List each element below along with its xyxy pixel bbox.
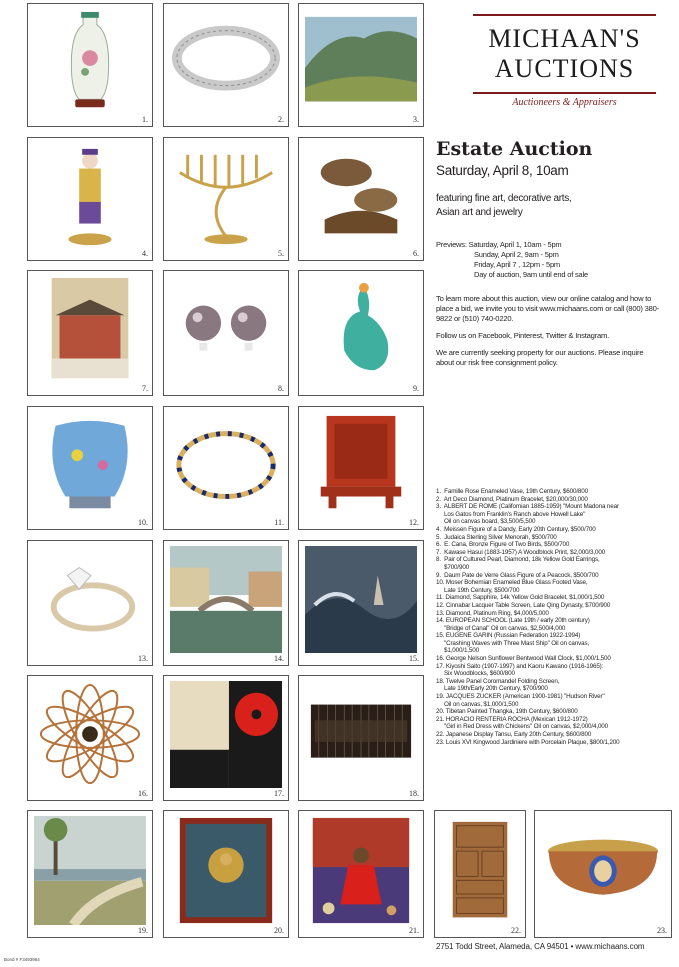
michaans-logo[interactable] [473,14,656,108]
lot-number: 14. [274,654,284,663]
hudson-river-painting-image [34,816,146,925]
bond-code: Bond # F3493964 [4,957,40,962]
lot-list-item: Oil on canvas, $1,000/1,500 [436,700,519,708]
glass-peacock-image [305,276,417,383]
lot-number: 1. [142,115,148,124]
lot-list-item: Oil on canvas board, $3,500/5,500 [436,518,536,526]
bronze-birds-image [305,143,417,248]
lot-number: 22. [511,926,521,935]
preview-time-1: Saturday, April 1, 10am - 5pm [468,240,562,249]
diamond-ring-image [34,546,146,653]
lot-tile-18[interactable] [298,675,424,801]
lot-tile-6[interactable] [298,137,424,261]
lot-number: 6. [413,249,419,258]
lot-tile-13[interactable] [27,540,153,666]
auction-info [436,294,661,375]
sapphire-bracelet-image [170,412,282,517]
logo-name-line2: AUCTIONS [494,54,635,83]
preview-time-4: Day of auction, 9am until end of sale [474,270,588,279]
logo-name-line1: MICHAAN'S [488,24,641,53]
lot-list-item: 5. Judaica Sterling Silver Menorah, $500/700 [436,533,557,541]
lot-list-item: 3. ALBERT DE ROME (Californian 1885-1959) "Mount Madona near [436,503,619,511]
previews-schedule [436,240,588,280]
lot-tile-11[interactable] [163,406,289,530]
japanese-tansu-image [441,816,519,924]
lot-list-item: 12. Cinnabar Lacquer Table Screen, Late Qing Dynasty, $700/900 [436,601,611,609]
coromandel-screen-image [305,681,417,788]
lot-tile-22[interactable] [434,810,526,938]
lot-list-item: Six Woodblocks, $600/800 [436,670,515,678]
lot-list-item: 20. Tibetan Painted Thangka, 19th Century, $600/800 [436,708,578,716]
logo-tagline: Auctioneers & Appraisers [512,97,617,108]
lot-tile-23[interactable] [534,810,672,938]
lot-list-item: $700/900 [436,563,470,571]
lot-number: 11. [274,518,284,527]
lot-number: 7. [142,384,148,393]
lot-number: 2. [278,115,284,124]
lot-tile-19[interactable] [27,810,153,938]
pearl-earrings-image [170,276,282,383]
lot-list-item: 6. E. Cana, Bronze Figure of Two Birds, $500/700 [436,541,570,549]
moser-glass-vase-image [34,412,146,517]
lot-number: 4. [142,249,148,258]
featuring-line-2: Asian art and jewelry [436,207,523,218]
featuring-text [436,192,571,220]
lot-tile-9[interactable] [298,270,424,396]
lot-number: 18. [409,789,419,798]
lot-list-item: Late 19th Century, $500/700 [436,586,520,594]
lot-list-item: $1,000/1,500 [436,647,479,655]
learn-more-text: To learn more about this auction, view our online catalog and how to place a bid, we invite you to visit www.michaans.com or call (800) 380-9822 or (510) 740-0220. [436,294,659,323]
lot-number: 19. [138,926,148,935]
lot-number: 5. [278,249,284,258]
lot-list [436,488,668,746]
lot-list-item: 15. EUGENE GARIN (Russian Federation 1922-1994) [436,632,581,640]
lot-number: 23. [657,926,667,935]
lot-tile-12[interactable] [298,406,424,530]
lot-list-item: 17. Kiyoshi Saito (1907-1997) and Kaoru Kawano (1916-1965): [436,662,604,670]
lot-tile-20[interactable] [163,810,289,938]
lot-list-item: 7. Kawase Hasui (1883-1957) A Woodblock Print, $2,000/3,000 [436,548,606,556]
lot-tile-17[interactable] [163,675,289,801]
lot-number: 12. [409,518,419,527]
address-footer[interactable]: 2751 Todd Street, Alameda, CA 94501 • www.michaans.com [436,942,645,951]
lot-list-item: 11. Diamond, Sapphire, 14k Yellow Gold Bracelet, $1,000/1,500 [436,594,605,602]
auction-date: Saturday, April 8, 10am [436,163,569,178]
preview-time-2: Sunday, April 2, 9am - 5pm [474,250,559,259]
previews-label: Previews: [436,240,467,249]
cinnabar-screen-image [305,412,417,517]
lot-list-item: 18. Twelve Panel Coromandel Folding Screen, [436,677,560,685]
lot-tile-8[interactable] [163,270,289,396]
lot-tile-10[interactable] [27,406,153,530]
lot-list-item: Late 19th/Early 20th Century, $700/900 [436,685,548,693]
crashing-waves-painting-image [305,546,417,653]
lot-list-item: 8. Pair of Cultured Pearl, Diamond, 18k Yellow Gold Earrings, [436,556,600,564]
lot-list-item: "Bridge of Canal" Oil on canvas, $2,500/4,000 [436,624,566,632]
logo-top-rule [473,14,656,16]
preview-time-3: Friday, April 7 , 12pm - 5pm [474,260,560,269]
woodblock-print-image [34,276,146,383]
lot-list-item: 23. Louis XVI Kingwood Jardiniere with Porcelain Plaque, $800/1,200 [436,738,620,746]
featuring-line-1: featuring fine art, decorative arts, [436,193,572,204]
woodblocks-image [170,681,282,788]
page-title: Estate Auction [436,138,593,160]
lot-number: 8. [278,384,284,393]
lot-tile-3[interactable] [298,3,424,127]
platinum-bracelet-image [170,9,282,114]
lot-list-item: 10. Moser Bohemian Enameled Blue Glass Footed Vase, [436,579,588,587]
canal-bridge-painting-image [170,546,282,653]
lot-number: 21. [409,926,419,935]
girl-red-dress-painting-image [305,816,417,925]
lot-list-item: 1. Famille Rose Enameled Vase, 19th Century, $600/800 [436,488,588,495]
lot-list-item: 4. Meissen Figure of a Dandy, Early 20th Century, $500/700 [436,525,596,533]
lot-list-item: 13. Diamond, Platinum Ring, $4,000/5,000 [436,609,549,617]
lot-list-item: 2. Art Deco Diamond, Platinum Bracelet, $20,000/30,000 [436,495,588,503]
lot-tile-5[interactable] [163,137,289,261]
logo-bottom-rule [473,92,656,94]
lot-tile-21[interactable] [298,810,424,938]
lot-list-item: 19. JACQUES ZUCKER (American 1900-1981) "Hudson River" [436,693,605,701]
lot-tile-7[interactable] [27,270,153,396]
silver-menorah-image [170,143,282,248]
lot-list-item: "Girl in Red Dress with Chickens" Oil on canvas, $2,000/4,000 [436,723,609,731]
lot-number: 13. [138,654,148,663]
lot-list-item: 21. HORACIO RENTERIA ROCHA (Mexican 1912-1972) [436,715,588,723]
lot-tile-1[interactable] [27,3,153,127]
lot-number: 3. [413,115,419,124]
lot-number: 15. [409,654,419,663]
lot-tile-16[interactable] [27,675,153,801]
lot-number: 10. [138,518,148,527]
lot-tile-2[interactable] [163,3,289,127]
lot-list-item: 9. Daum Pate de Verre Glass Figure of a Peacock, $500/700 [436,571,599,579]
lot-tile-14[interactable] [163,540,289,666]
lot-number: 9. [413,384,419,393]
sunflower-clock-image [34,681,146,788]
lot-list-item: 14. EUROPEAN SCHOOL (Late 19th / early 20th century) [436,617,590,625]
lot-list-item: "Crashing Waves with Three Mast Ship" Oil on canvas, [436,639,590,647]
lot-tile-15[interactable] [298,540,424,666]
lot-list-item: 22. Japanese Display Tansu, Early 20th Century, $600/800 [436,731,592,738]
meissen-figure-image [34,143,146,248]
lot-list-item: 16. George Nelson Sunflower Bentwood Wall Clock, $1,000/1,500 [436,655,611,663]
lot-list-item: Los Gatos from Franklin's Ranch above Howell Lake" [436,510,586,518]
landscape-painting-image [305,9,417,114]
famille-rose-vase-image [34,9,146,114]
consignment-text: We are currently seeking property for our auctions. Please inquire about our risk free consignment policy. [436,348,644,367]
kingwood-jardiniere-image [541,816,665,925]
lot-tile-4[interactable] [27,137,153,261]
lot-number: 17. [274,789,284,798]
lot-number: 16. [138,789,148,798]
social-follow-text: Follow us on Facebook, Pinterest, Twitter & Instagram. [436,331,610,340]
tibetan-thangka-image [170,816,282,925]
lot-number: 20. [274,926,284,935]
